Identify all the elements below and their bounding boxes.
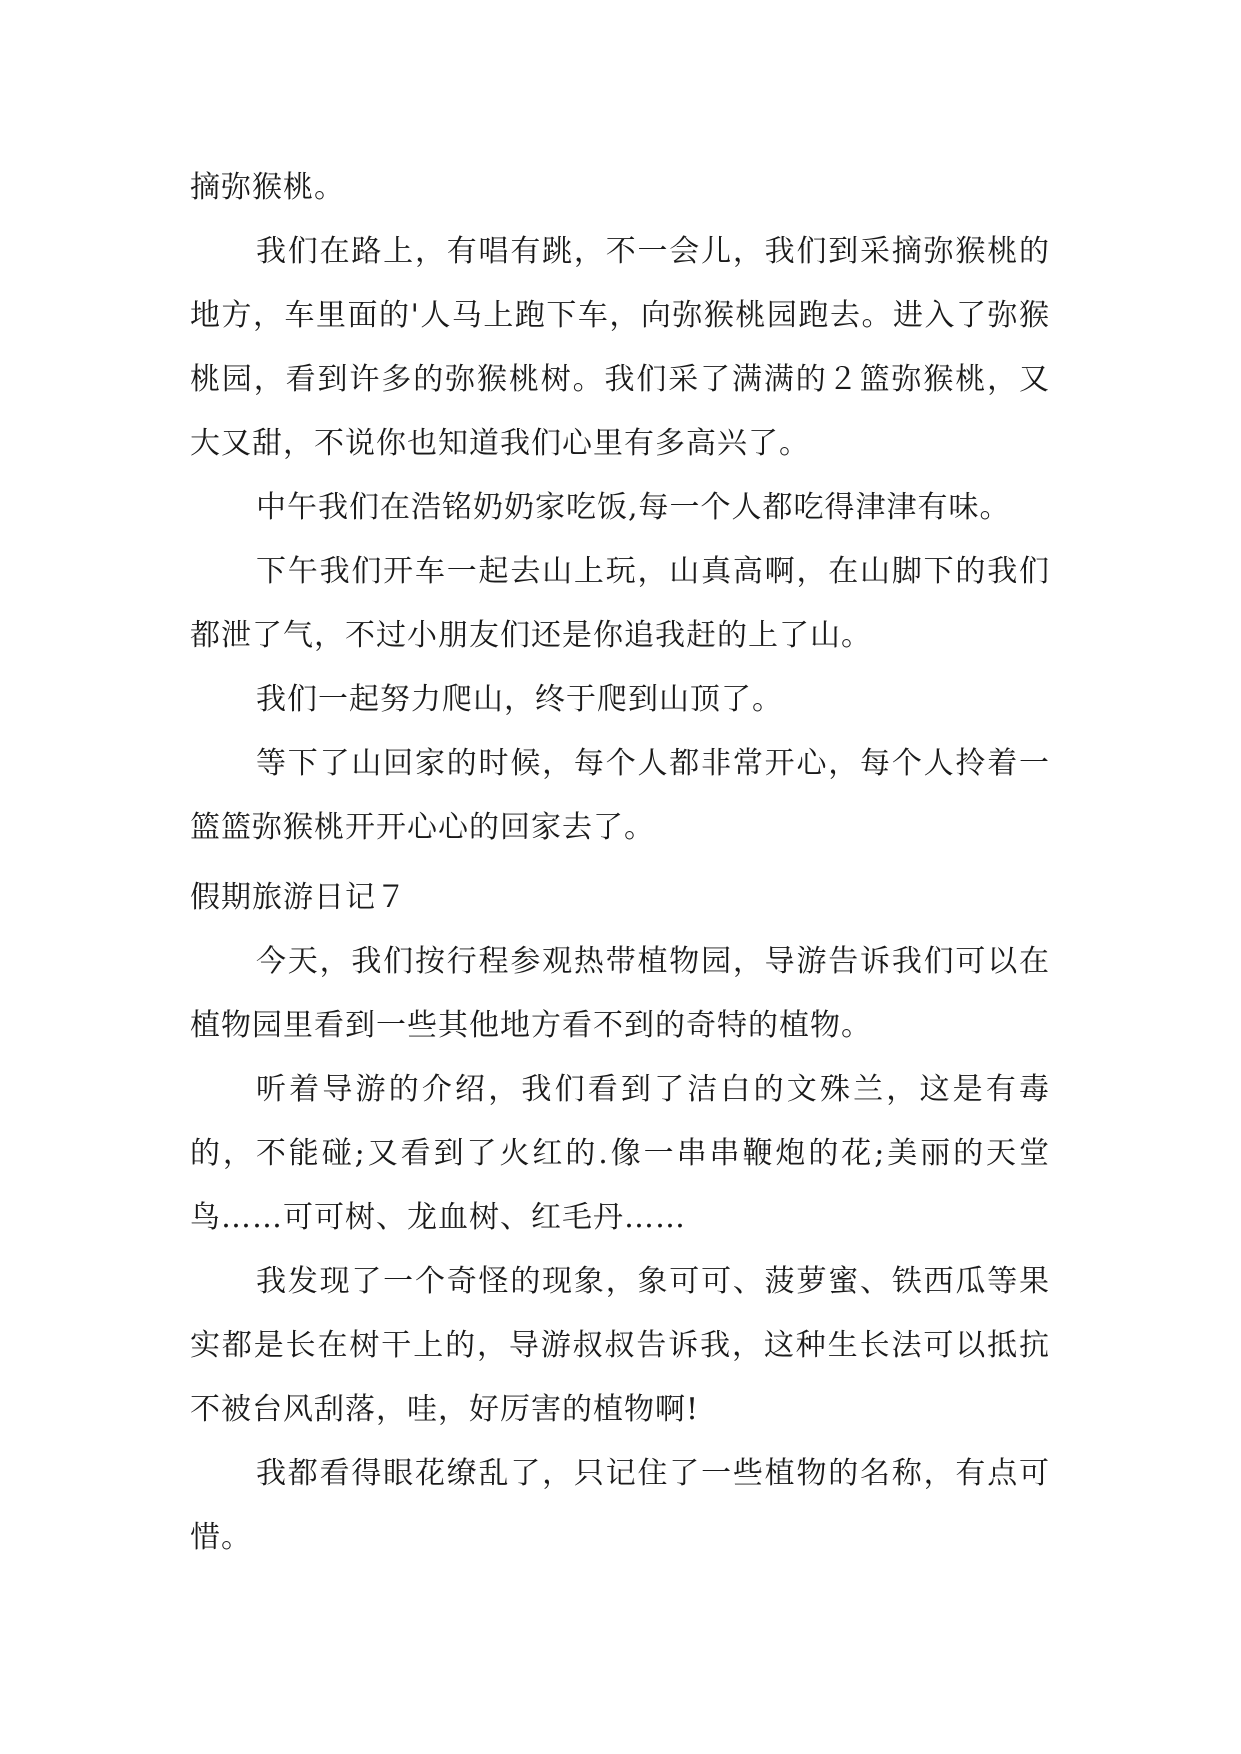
section-title: 假期旅游日记７ [190,880,407,915]
section-1 [190,156,1050,860]
section-2 [190,866,1050,1570]
paragraph: 我们在路上，有唱有跳，不一会儿，我们到采摘弥猴桃的地方，车里面的'人马上跑下车，向弥猴桃园跑去。进入了弥猴桃园，看到许多的弥猴桃树。我们采了满满的２篮弥猴桃，又大又甜，不说你也知道我们心里有多高兴了。 [190,234,1050,461]
paragraph: 等下了山回家的时候，每个人都非常开心，每个人拎着一篮篮弥猴桃开开心心的回家去了。 [190,746,1050,845]
paragraph: 摘弥猴桃。 [190,170,345,205]
paragraph: 我们一起努力爬山，终于爬到山顶了。 [256,682,783,717]
paragraph: 今天，我们按行程参观热带植物园，导游告诉我们可以在植物园里看到一些其他地方看不到的奇特的植物。 [190,944,1050,1043]
paragraph: 中午我们在浩铭奶奶家吃饭,每一个人都吃得津津有味。 [256,490,1011,525]
paragraph: 我发现了一个奇怪的现象，象可可、菠萝蜜、铁西瓜等果实都是长在树干上的，导游叔叔告诉我，这种生长法可以抵抗不被台风刮落，哇，好厉害的植物啊! [190,1264,1050,1427]
paragraph: 听着导游的介绍，我们看到了洁白的文殊兰，这是有毒的，不能碰;又看到了火红的.像一串串鞭炮的花;美丽的天堂鸟……可可树、龙血树、红毛丹…… [190,1072,1050,1235]
paragraph: 我都看得眼花缭乱了，只记住了一些植物的名称，有点可惜。 [190,1456,1050,1555]
paragraph: 下午我们开车一起去山上玩，山真高啊，在山脚下的我们都泄了气，不过小朋友们还是你追我赶的上了山。 [190,554,1050,653]
